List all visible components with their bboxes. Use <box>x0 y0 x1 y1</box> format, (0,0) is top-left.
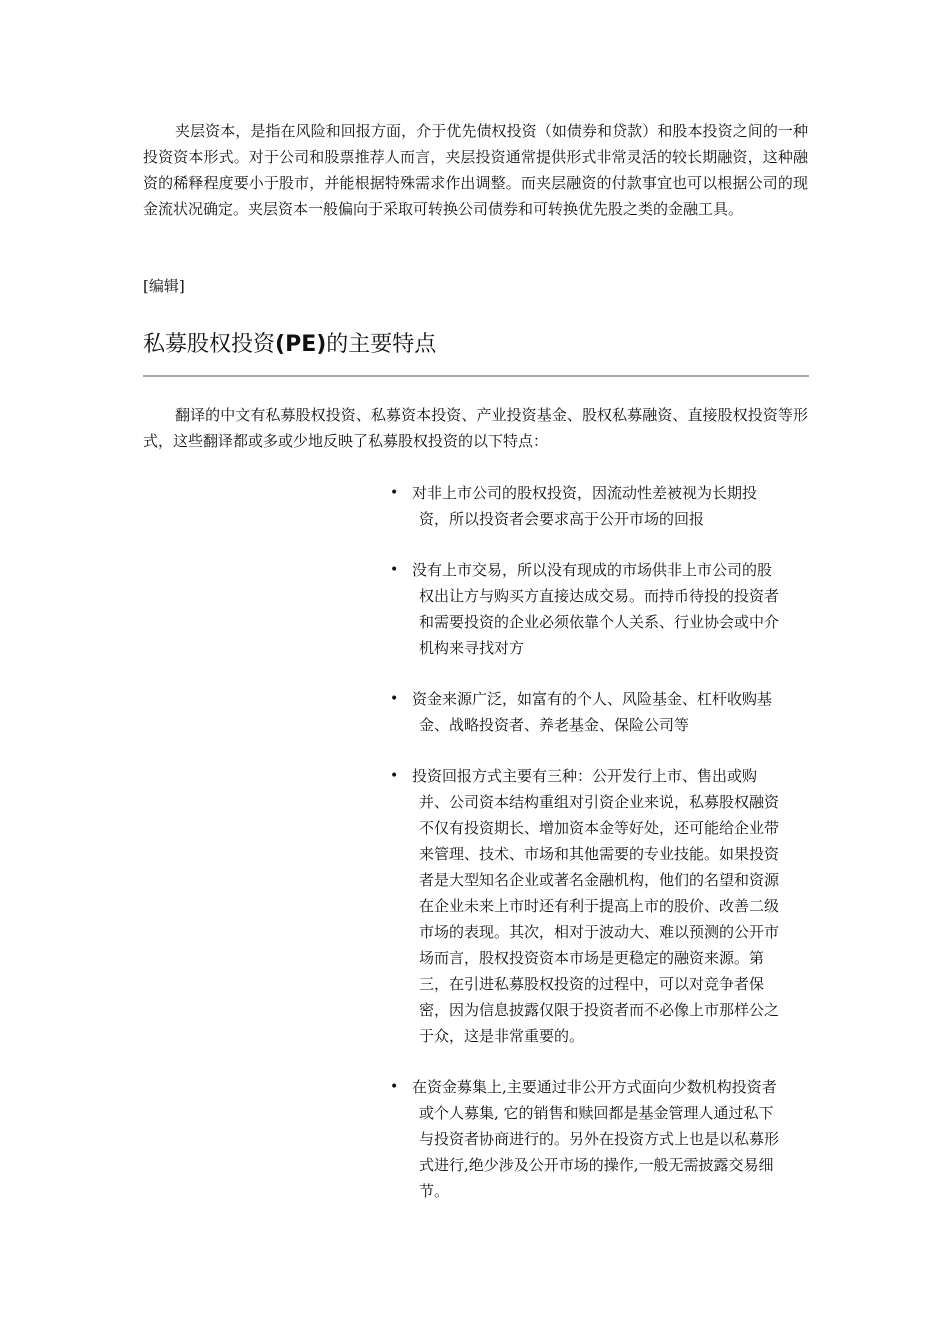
list-item <box>385 557 785 661</box>
list-item-text: 没有上市交易，所以没有现成的市场供非上市公司的股权出让方与购买方直接达成交易。而持币待投的投资者和需要投资的企业必须依靠个人关系、行业协会或中介机构来寻找对方 <box>412 561 780 657</box>
list-item-text: 对非上市公司的股权投资，因流动性差被视为长期投资，所以投资者会要求高于公开市场的回报 <box>412 484 758 528</box>
section-divider <box>143 375 809 377</box>
feature-list <box>385 480 785 1229</box>
list-item-text: 资金来源广泛，如富有的个人、风险基金、杠杆收购基金、战略投资者、养老基金、保险公司等 <box>412 690 773 734</box>
section-title-suffix: 的主要特点 <box>326 332 437 357</box>
intro-paragraph: 夹层资本，是指在风险和回报方面，介于优先债权投资（如债券和贷款）和股本投资之间的一种投资资本形式。对于公司和股票推荐人而言，夹层投资通常提供形式非常灵活的较长期融资，这种融资的稀释程度要小于股市，并能根据特殊需求作出调整。而夹层融资的付款事宜也可以根据公司的现金流状况确定。夹层资本一般偏向于采取可转换公司债券和可转换优先股之类的金融工具。 <box>143 122 808 218</box>
bullet-icon: • <box>390 485 399 501</box>
list-item <box>385 763 785 1049</box>
list-item <box>385 480 785 532</box>
list-item <box>385 1074 785 1204</box>
list-item-text: 投资回报方式主要有三种：公开发行上市、售出或购并、公司资本结构重组对引资企业来说，私募股权融资不仅有投资期长、增加资本金等好处，还可能给企业带来管理、技术、市场和其他需要的专业技能。如果投资者是大型知名企业或著名金融机构，他们的名望和资源在企业未来上市时还有利于提高上市的股价、改善二级市场的表现。其次，相对于波动大、难以预测的公开市场而言，股权投资资本市场是更稳定的融资来源。第三，在引进私募股权投资的过程中，可以对竞争者保密，因为信息披露仅限于投资者而不必像上市那样公之于众，这是非常重要的。 <box>412 767 780 1045</box>
section-title-prefix: 私募股权投资 <box>143 332 276 357</box>
bullet-icon: • <box>390 768 399 784</box>
bullet-icon: • <box>390 691 399 707</box>
list-item <box>385 686 785 738</box>
bullet-icon: • <box>390 1079 399 1095</box>
section-intro-paragraph: 翻译的中文有私募股权投资、私募资本投资、产业投资基金、股权私募融资、直接股权投资等形式，这些翻译都或多或少地反映了私募股权投资的以下特点： <box>143 406 808 450</box>
list-item-text: 在资金募集上,主要通过非公开方式面向少数机构投资者或个人募集, 它的销售和赎回都是基金管理人通过私下与投资者协商进行的。另外在投资方式上也是以私募形式进行,绝少涉及公开市场的操作,一般无需披露交易细节。 <box>412 1078 780 1200</box>
section-title-abbreviation: (PE) <box>275 332 327 357</box>
edit-link[interactable]: [编辑] <box>143 277 185 295</box>
bullet-icon: • <box>390 562 399 578</box>
section-title <box>143 328 436 362</box>
